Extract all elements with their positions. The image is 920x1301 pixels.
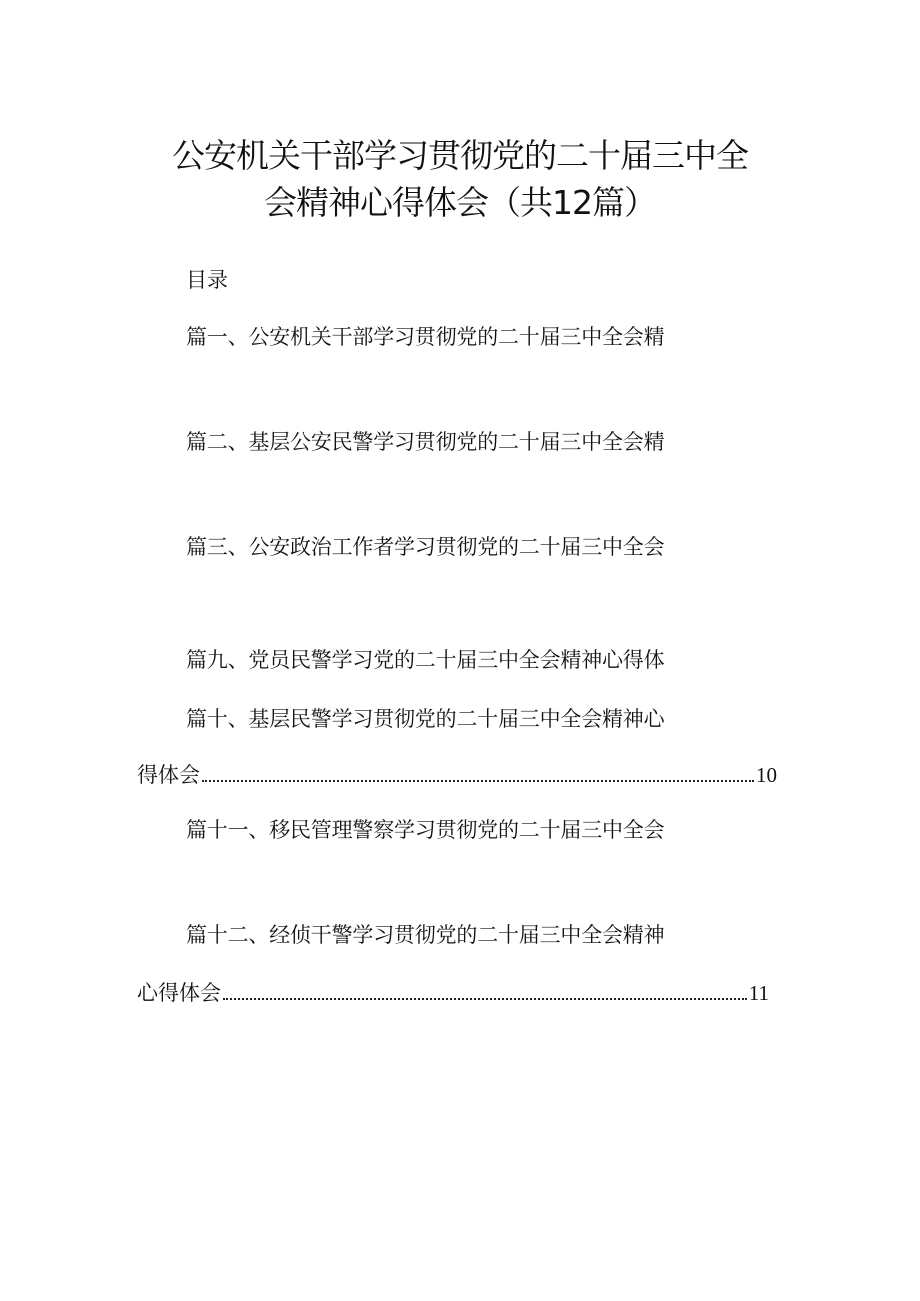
toc-entry-3[interactable]: 篇三、公安政治工作者学习贯彻党的二十届三中全会 xyxy=(186,535,665,559)
dot-leader xyxy=(223,978,747,1000)
toc-entry-12[interactable]: 篇十二、经侦干警学习贯彻党的二十届三中全会精神 xyxy=(186,923,665,947)
toc-entry-11[interactable]: 篇十一、移民管理警察学习贯彻党的二十届三中全会 xyxy=(186,818,665,842)
toc-entry-2[interactable]: 篇二、基层公安民警学习贯彻党的二十届三中全会精 xyxy=(186,430,665,454)
toc-entry-9[interactable]: 篇九、党员民警学习党的二十届三中全会精神心得体 xyxy=(186,648,665,672)
dot-leader xyxy=(202,760,754,782)
toc-entry-10[interactable]: 篇十、基层民警学习贯彻党的二十届三中全会精神心 xyxy=(186,707,665,731)
toc-entry-10-continuation[interactable] xyxy=(137,760,777,788)
toc-entry-1[interactable]: 篇一、公安机关干部学习贯彻党的二十届三中全会精 xyxy=(186,325,665,349)
toc-entry-10-continuation-text: 得体会 xyxy=(137,763,200,787)
toc-entry-12-page-number: 11 xyxy=(748,981,769,1005)
document-title-line-2: 会精神心得体会（共12篇） xyxy=(264,183,656,222)
toc-heading: 目录 xyxy=(186,268,228,292)
toc-entry-12-continuation[interactable] xyxy=(137,978,769,1006)
toc-entry-10-page-number: 10 xyxy=(756,763,777,787)
document-title-line-1: 公安机关干部学习贯彻党的二十届三中全 xyxy=(172,136,748,175)
toc-entry-12-continuation-text: 心得体会 xyxy=(137,981,221,1005)
